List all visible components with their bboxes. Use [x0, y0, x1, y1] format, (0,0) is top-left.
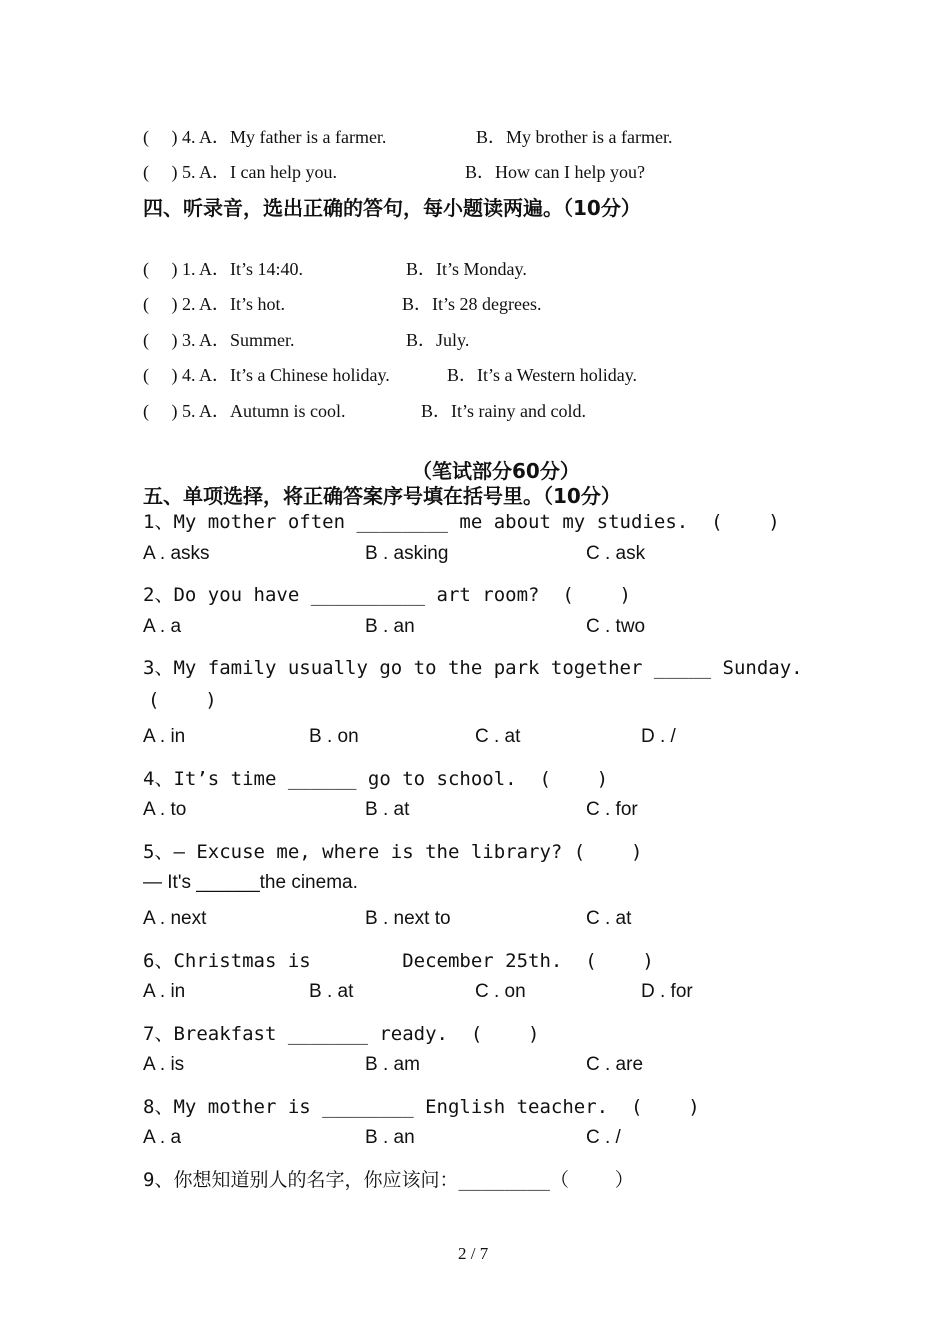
- s4-q4-stem: ( ) 4. A．It’s a Chinese holiday.: [143, 365, 390, 385]
- s4-q1-option-b: B．It’s Monday.: [406, 259, 527, 279]
- s5-q1-option-b: B . asking: [365, 543, 449, 564]
- s4-q4-option-b: B．It’s a Western holiday.: [447, 365, 638, 385]
- s3-q5-stem: ( ) 5. A．I can help you.: [143, 162, 337, 182]
- s5-q4-option-a: A . to: [143, 799, 187, 820]
- s5-q1-option-a: A . asks: [143, 543, 210, 564]
- s5-q5-stem: 5、— Excuse me, where is the library? ( ): [143, 841, 643, 863]
- s4-q3-stem: ( ) 3. A．Summer.: [143, 330, 295, 350]
- s5-q8-option-b: B . an: [365, 1127, 415, 1148]
- s5-q7-option-b: B . am: [365, 1054, 420, 1075]
- s5-q7-stem: 7、Breakfast _______ ready. ( ): [143, 1023, 540, 1045]
- s5-q1-stem: 1、My mother often ________ me about my studies. ( ): [143, 511, 780, 533]
- s5-q3-option-b: B . on: [309, 726, 359, 747]
- s5-q2-option-b: B . an: [365, 616, 415, 637]
- s5-q7-option-c: C . are: [586, 1054, 644, 1075]
- s5-q8-option-c: C . /: [586, 1127, 621, 1148]
- page-number: 2 / 7: [458, 1244, 489, 1263]
- s5-q4-stem: 4、It’s time ______ go to school. ( ): [143, 768, 609, 790]
- s4-q2-stem: ( ) 2. A．It’s hot.: [143, 294, 285, 314]
- s3-q4-stem: ( ) 4. A．My father is a farmer.: [143, 127, 387, 147]
- s3-q4-option-b: B．My brother is a farmer.: [476, 127, 673, 147]
- s5-q3-option-a: A . in: [143, 726, 186, 747]
- s4-q3-option-b: B．July.: [406, 330, 470, 350]
- s5-q3-stem: 3、My family usually go to the park together _____ Sunday.: [143, 657, 803, 679]
- s5-q2-option-a: A . a: [143, 616, 182, 637]
- s5-q7-option-a: A . is: [143, 1054, 185, 1075]
- s5-q8-stem: 8、My mother is ________ English teacher. ( ): [143, 1096, 700, 1118]
- written-part-heading: （笔试部分60分）: [412, 459, 580, 483]
- section4-heading: 四、听录音，选出正确的答句，每小题读两遍。（10分）: [143, 196, 641, 220]
- s4-q2-option-b: B．It’s 28 degrees.: [402, 294, 542, 314]
- s5-q9-stem: 9、你想知道别人的名字，你应该问：________（ ）: [143, 1169, 634, 1191]
- s5-q3-option-c: C . at: [475, 726, 521, 747]
- s5-q6-option-c: C . on: [475, 981, 526, 1002]
- s5-q4-option-b: B . at: [365, 799, 410, 820]
- section5-heading: 五、单项选择，将正确答案序号填在括号里。（10分）: [143, 484, 621, 508]
- s5-q6-option-d: D . for: [641, 981, 693, 1002]
- s5-q8-option-a: A . a: [143, 1127, 182, 1148]
- s5-q4-option-c: C . for: [586, 799, 638, 820]
- s5-q2-option-c: C . two: [586, 616, 646, 637]
- s4-q5-option-b: B．It’s rainy and cold.: [421, 401, 586, 421]
- s4-q5-stem: ( ) 5. A．Autumn is cool.: [143, 401, 346, 421]
- s5-q6-option-a: A . in: [143, 981, 186, 1002]
- s5-q5-option-c: C . at: [586, 908, 632, 929]
- s5-q6-option-b: B . at: [309, 981, 354, 1002]
- s5-q3-answer-paren: ( ): [148, 689, 217, 711]
- s5-q3-option-d: D . /: [641, 726, 676, 747]
- s3-q5-option-b: B．How can I help you?: [465, 162, 645, 182]
- s5-q5-reply: — It's ______the cinema.: [143, 872, 358, 893]
- s4-q1-stem: ( ) 1. A．It’s 14:40.: [143, 259, 303, 279]
- s5-q6-stem: 6、Christmas is December 25th. ( ): [143, 950, 654, 972]
- s5-q2-stem: 2、Do you have __________ art room? ( ): [143, 584, 631, 606]
- s5-q5-option-a: A . next: [143, 908, 207, 929]
- s5-q1-option-c: C . ask: [586, 543, 646, 564]
- s5-q5-option-b: B . next to: [365, 908, 451, 929]
